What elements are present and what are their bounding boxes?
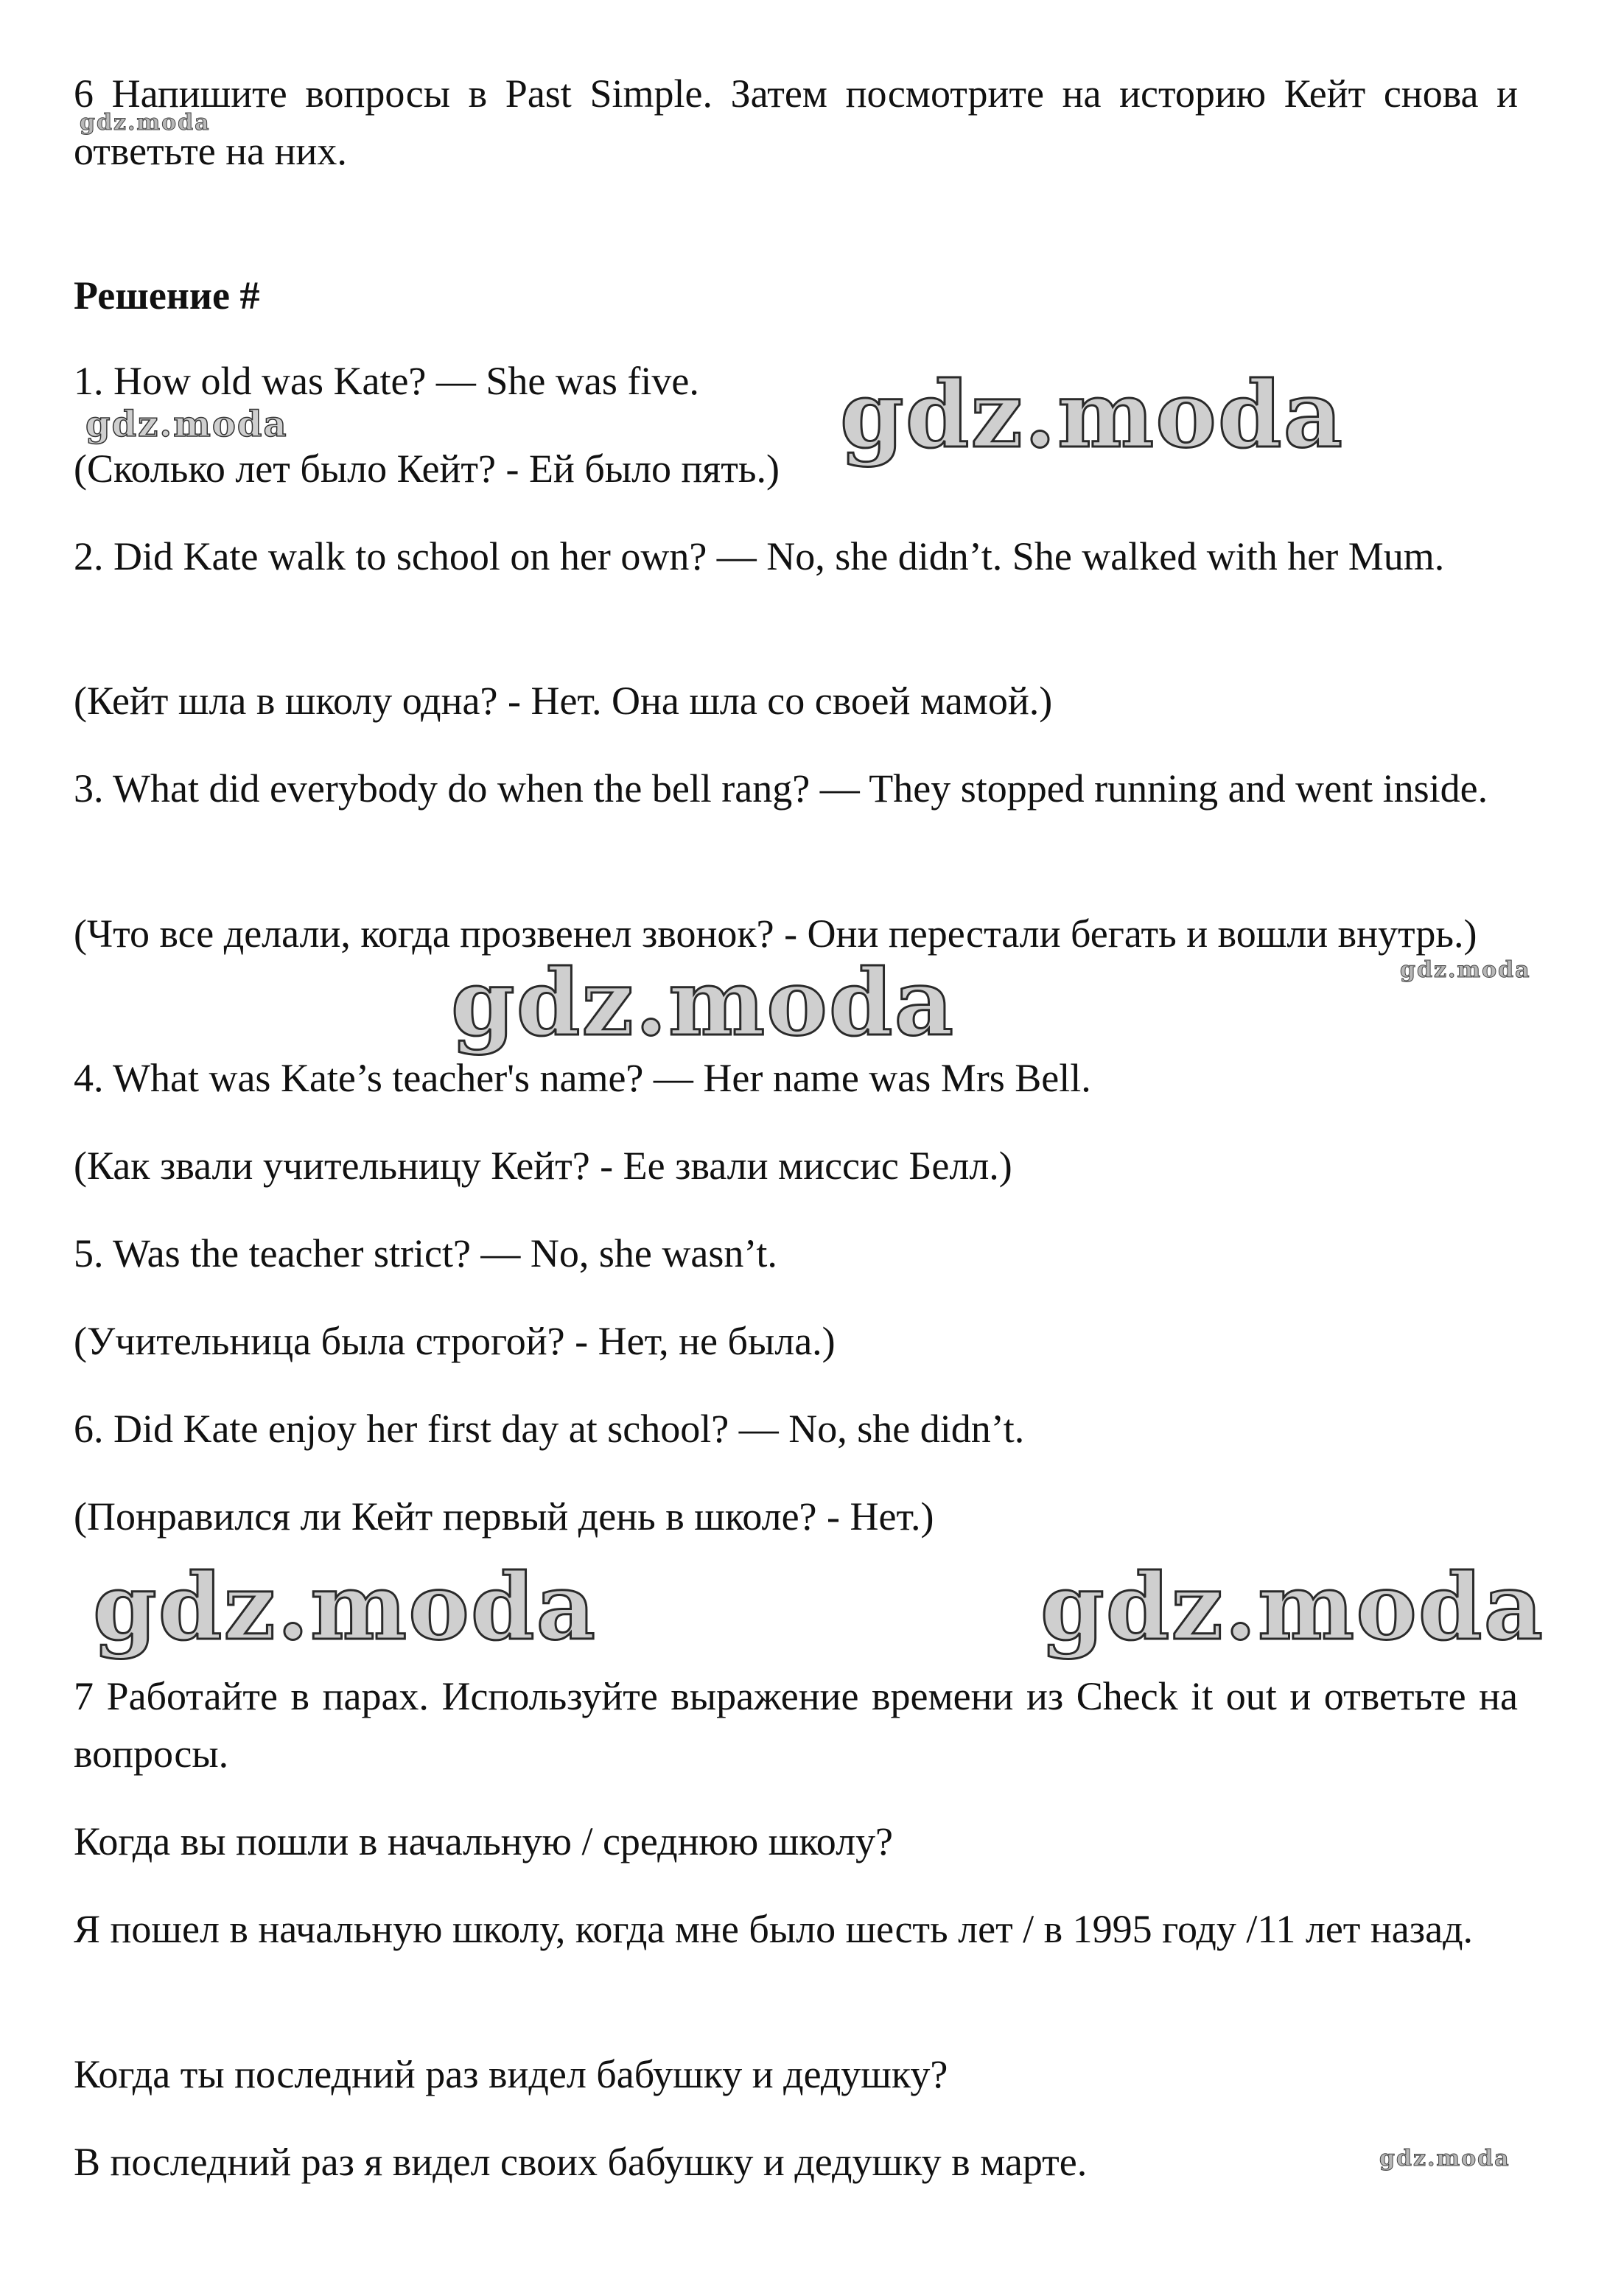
answer-6-en: 6. Did Kate enjoy her first day at school? — No, she didn’t. (74, 1407, 1025, 1451)
task7-line-4: В последний раз я видел своих бабушку и дедушку в марте. (74, 2140, 1088, 2184)
answer-6-ru: (Понравился ли Кейт первый день в школе? - Нет.) (74, 1494, 934, 1539)
task7-heading: 7 Работайте в парах. Используйте выражение времени из Check it out и ответьте на вопросы. (74, 1674, 1518, 1776)
task7-line-1: Когда вы пошли в начальную / среднюю школу? (74, 1819, 894, 1863)
task6-heading: 6 Напишите вопросы в Past Simple. Затем посмотрите на историю Кейт снова и ответьте на них. (74, 71, 1518, 173)
watermark-small-left: gdz.moda (85, 404, 288, 445)
solution-label: Решение # (74, 273, 260, 318)
answer-5-ru: (Учительница была строгой? - Нет, не была.) (74, 1319, 836, 1363)
answer-4-en: 4. What was Kate’s teacher's name? — Her name was Mrs Bell. (74, 1056, 1091, 1100)
answer-2-ru: (Кейт шла в школу одна? - Нет. Она шла со своей мамой.) (74, 679, 1053, 723)
answer-3-ru: (Что все делали, когда прозвенел звонок? - Они перестали бегать и вошли внутрь.) (74, 911, 1477, 956)
watermark-large-3: gdz.moda (93, 1554, 597, 1661)
answer-4-ru: (Как звали учительницу Кейт? - Ее звали миссис Белл.) (74, 1144, 1012, 1188)
task7-line-2: Я пошел в начальную школу, когда мне было шесть лет / в 1995 году /11 лет назад. (74, 1907, 1474, 1951)
watermark-large-4: gdz.moda (1040, 1554, 1544, 1661)
answer-5-en: 5. Was the teacher strict? — No, she wasn’t. (74, 1231, 777, 1275)
answer-1-ru: (Сколько лет было Кейт? - Ей было пять.) (74, 447, 780, 491)
answer-2-en: 2. Did Kate walk to school on her own? — No, she didn’t. She walked with her Mum. (74, 534, 1445, 578)
watermark-right-small-1: gdz.moda (1400, 957, 1531, 983)
watermark-top-left: gdz.moda (80, 110, 211, 136)
answer-3-en: 3. What did everybody do when the bell rang? — They stopped running and went inside. (74, 766, 1488, 811)
task7-line-3: Когда ты последний раз видел бабушку и дедушку? (74, 2052, 948, 2096)
answer-1-en: 1. How old was Kate? — She was five. (74, 359, 699, 403)
watermark-large-1: gdz.moda (840, 362, 1344, 469)
watermark-right-small-2: gdz.moda (1379, 2146, 1510, 2171)
watermark-large-2: gdz.moda (451, 950, 955, 1057)
